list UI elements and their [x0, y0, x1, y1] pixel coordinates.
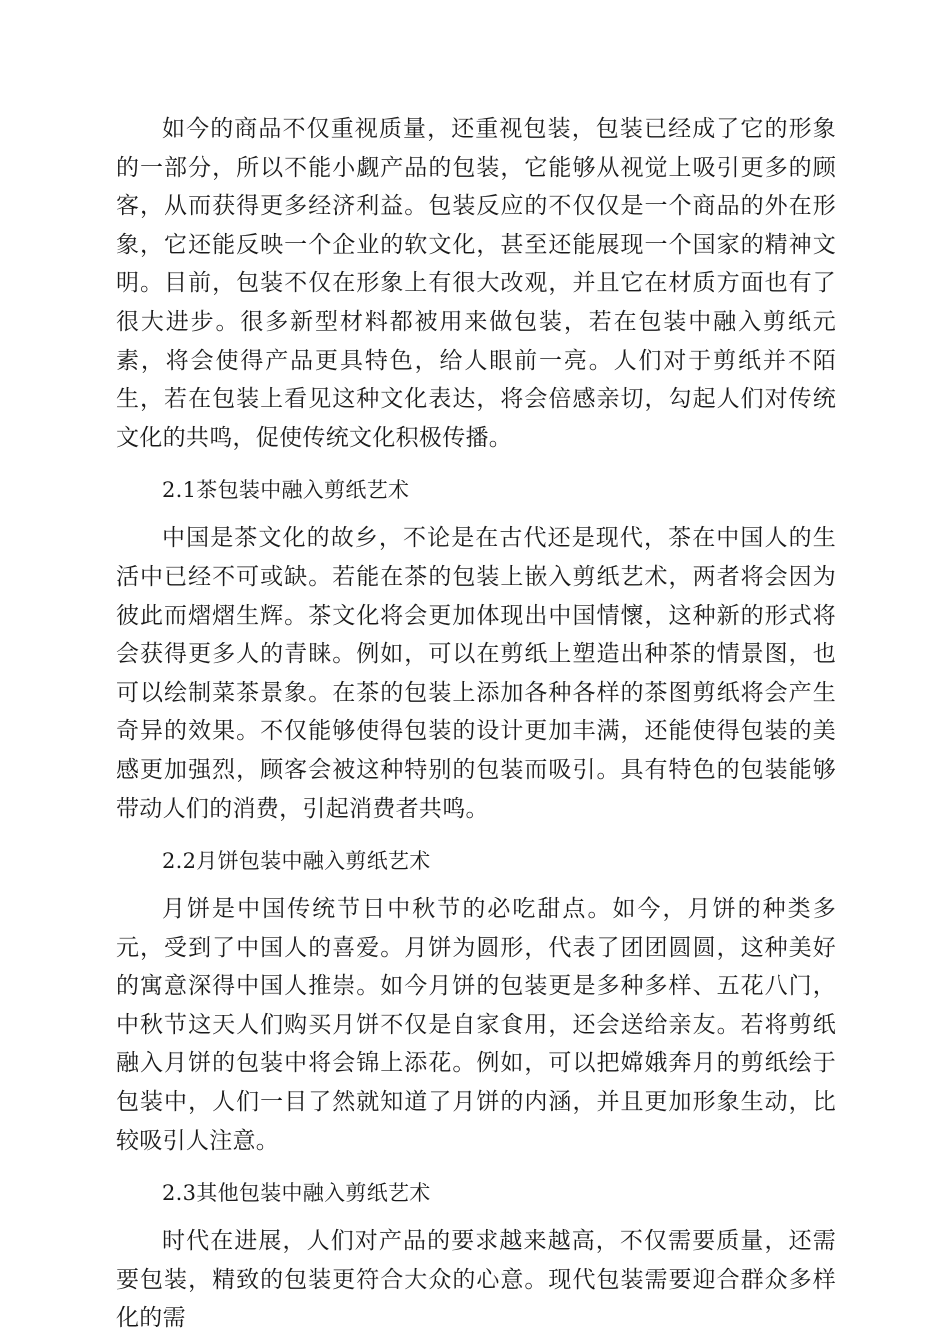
section-heading-2-2: 2.2月饼包装中融入剪纸艺术: [162, 849, 431, 874]
spacer: [116, 1160, 836, 1174]
section-heading-2-1: 2.1茶包装中融入剪纸艺术: [162, 478, 410, 503]
document-body: [116, 110, 836, 1338]
spacer: [116, 828, 836, 842]
other-packaging-paragraph: 时代在进展，人们对产品的要求越来越高，不仅需要质量，还需要包装，精致的包装更符合大众的心意。现代包装需要迎合群众多样化的需: [116, 1228, 836, 1332]
tea-packaging-paragraph: 中国是茶文化的故乡，不论是在古代还是现代，茶在中国人的生活中已经不可或缺。若能在茶的包装上嵌入剪纸艺术，两者将会因为彼此而熠熠生辉。茶文化将会更加体现出中国情懷，这种新的形式将会获得更多人的青睐。例如，可以在剪纸上塑造出种茶的情景图，也可以绘制菜茶景象。在茶的包装上添加各种各样的茶图剪纸将会产生奇异的效果。不仅能够使得包装的设计更加丰满，还能使得包装的美感更加强烈，顾客会被这种特别的包装而吸引。具有特色的包装能够带动人们的消费，引起消费者共鸣。: [116, 525, 836, 822]
spacer: [116, 1212, 836, 1222]
spacer: [116, 880, 836, 890]
section-heading-2-3: 2.3其他包装中融入剪纸艺术: [162, 1181, 431, 1206]
mooncake-packaging-paragraph: 月饼是中国传统节日中秋节的必吃甜点。如今，月饼的种类多元，受到了中国人的喜爱。月饼为圆形，代表了团团圆圆，这种美好的寓意深得中国人推崇。如今月饼的包装更是多种多样、五花八门，中秋节这天人们购买月饼不仅是自家食用，还会送给亲友。若将剪纸融入月饼的包装中将会锦上添花。例如，可以把嫦娥奔月的剪纸绘于包装中，人们一目了然就知道了月饼的内涵，并且更加形象生动，比较吸引人注意。: [116, 896, 836, 1154]
spacer: [116, 509, 836, 519]
spacer: [116, 457, 836, 471]
intro-paragraph: 如今的商品不仅重视质量，还重视包装，包装已经成了它的形象的一部分，所以不能小觑产品的包装，它能够从视觉上吸引更多的顾客，从而获得更多经济利益。包装反应的不仅仅是一个商品的外在形象，它还能反映一个企业的软文化，甚至还能展现一个国家的精神文明。目前，包装不仅在形象上有很大改观，并且它在材质方面也有了很大进步。很多新型材料都被用来做包装，若在包装中融入剪纸元素，将会使得产品更具特色，给人眼前一亮。人们对于剪纸并不陌生，若在包装上看见这种文化表达，将会倍感亲切，勾起人们对传统文化的共鸣，促使传统文化积极传播。: [116, 116, 836, 451]
